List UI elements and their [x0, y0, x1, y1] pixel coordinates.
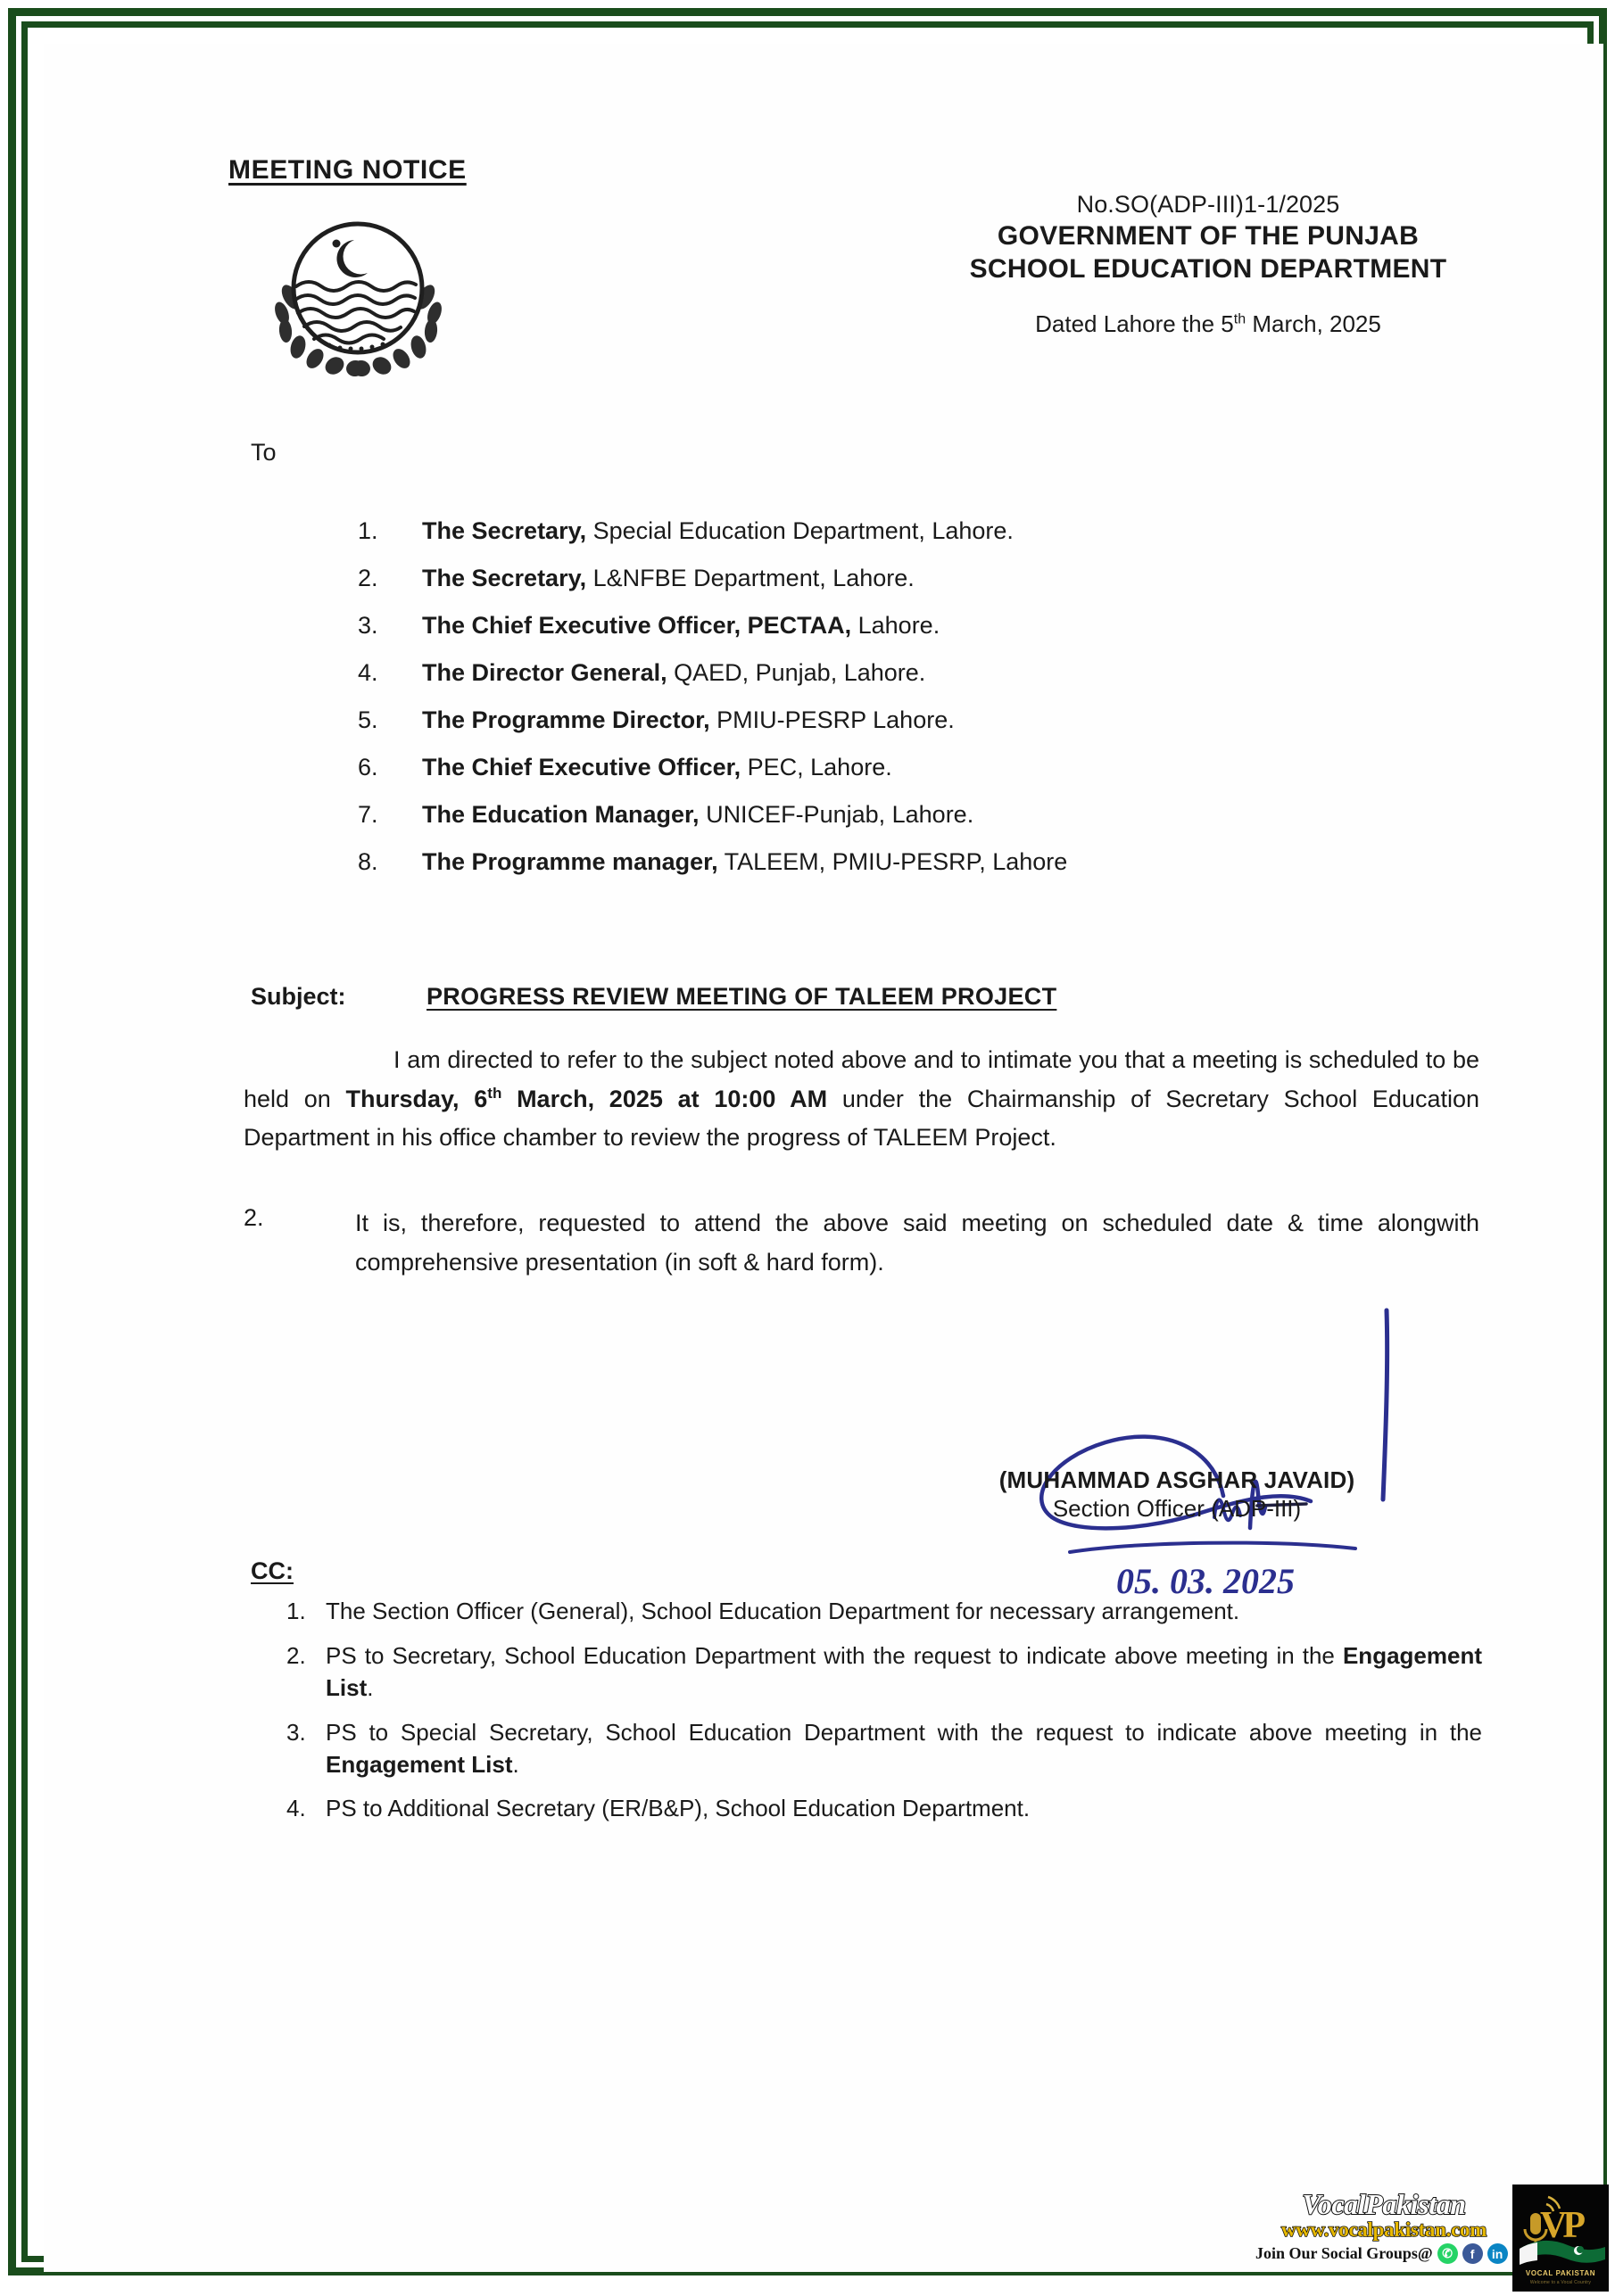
signature-block	[945, 1466, 1409, 1523]
list-item	[358, 661, 1482, 685]
logo-tagline-text: Welcome to a Vocal Country	[1529, 2280, 1592, 2285]
cc-text	[326, 1793, 1482, 1825]
to-label: To	[251, 439, 277, 466]
dated-suffix: March, 2025	[1246, 310, 1381, 338]
recipient-number: 5.	[358, 706, 378, 733]
paragraph-2-text: It is, therefore, requested to attend the above said meeting on scheduled date & time alongwith comprehensive presentation (in soft & hard form).	[355, 1210, 1479, 1276]
recipient-number: 8.	[358, 848, 378, 875]
recipient-text	[422, 614, 940, 638]
list-item	[358, 566, 1482, 591]
vocal-pakistan-watermark[interactable]	[1255, 2185, 1611, 2296]
cc-number: 3.	[286, 1718, 306, 1746]
cc-text-a: PS to Additional Secretary (ER/B&P), School Education Department.	[326, 1795, 1031, 1822]
list-item	[358, 519, 1482, 543]
recipient-title: The Chief Executive Officer, PECTAA,	[422, 612, 852, 639]
dated-ordinal: th	[1233, 311, 1246, 327]
meeting-datetime-ordinal: th	[487, 1084, 502, 1102]
recipient-title: The Chief Executive Officer,	[422, 754, 741, 780]
recipient-number: 2.	[358, 565, 378, 591]
dated-line	[900, 310, 1516, 338]
signatory-name: (MUHAMMAD ASGHAR JAVAID)	[998, 1466, 1355, 1493]
list-item	[286, 1717, 1482, 1781]
recipient-number: 7.	[358, 801, 378, 828]
recipient-title: The Education Manager,	[422, 801, 700, 828]
subject-row	[251, 983, 1056, 1011]
punjab-government-emblem-icon	[258, 210, 459, 384]
cc-text	[326, 1640, 1482, 1705]
logo-monogram: VP	[1540, 2205, 1581, 2246]
cc-text-b: .	[367, 1673, 374, 1701]
cc-text-a: PS to Special Secretary, School Education Department with the request to indicate above meeting in the	[326, 1718, 1482, 1746]
meeting-datetime-bold-b: March, 2025 at 10:00 AM	[501, 1085, 828, 1112]
recipient-text	[422, 519, 1014, 543]
subject-label: Subject:	[251, 983, 346, 1010]
cc-text-a: PS to Secretary, School Education Department with the request to indicate above meeting in the	[326, 1641, 1343, 1669]
subject-value: PROGRESS REVIEW MEETING OF TALEEM PROJECT	[427, 983, 1057, 1010]
logo-name-text: VOCAL PAKISTAN	[1525, 2269, 1596, 2277]
recipient-number: 6.	[358, 754, 378, 780]
list-item	[358, 614, 1482, 638]
cc-text	[326, 1717, 1482, 1781]
cc-number: 4.	[286, 1795, 306, 1822]
list-item	[286, 1793, 1482, 1825]
cc-text-a: The Section Officer (General), School Education Department for necessary arrangement.	[326, 1598, 1240, 1624]
cc-number: 1.	[286, 1598, 306, 1624]
recipient-rest: UNICEF-Punjab, Lahore.	[699, 801, 974, 828]
cc-list	[286, 1596, 1482, 1838]
recipient-rest: L&NFBE Department, Lahore.	[586, 565, 915, 591]
cc-text-bold: Engagement List	[326, 1750, 513, 1778]
body-paragraph-1	[244, 1041, 1479, 1158]
document-header-block	[900, 191, 1516, 338]
para1-part-b: under the Chairmanship of Secretary School Education Department in his office chamber to review the progress of TALEEM Project.	[244, 1085, 1479, 1152]
cc-label: CC:	[251, 1557, 294, 1584]
recipient-list	[358, 519, 1482, 897]
facebook-icon[interactable]: f	[1462, 2243, 1483, 2264]
cc-text	[326, 1596, 1482, 1628]
recipient-title: The Programme manager,	[422, 848, 718, 875]
recipient-text	[422, 661, 925, 685]
list-item	[358, 850, 1482, 874]
body-paragraph-2	[244, 1204, 1479, 1282]
watermark-text-column	[1255, 2185, 1512, 2264]
recipient-rest: TALEEM, PMIU-PESRP, Lahore	[717, 848, 1068, 875]
watermark-join-text: Join Our Social Groups@	[1255, 2244, 1433, 2263]
recipient-text	[422, 566, 915, 591]
recipient-title: The Secretary,	[422, 517, 587, 544]
recipient-text	[422, 756, 892, 780]
recipient-rest: Special Education Department, Lahore.	[586, 517, 1014, 544]
recipient-rest: Lahore.	[851, 612, 940, 639]
scanned-document-sheet	[44, 44, 1603, 2285]
recipient-number: 1.	[358, 517, 378, 544]
handwritten-date-text: 05. 03. 2025	[1116, 1561, 1295, 1601]
recipient-rest: PEC, Lahore.	[741, 754, 892, 780]
recipient-title: The Secretary,	[422, 565, 587, 591]
cc-text-b: .	[512, 1750, 519, 1778]
list-item	[358, 756, 1482, 780]
dated-prefix: Dated Lahore the 5	[1035, 310, 1234, 338]
recipient-rest: QAED, Punjab, Lahore.	[667, 659, 926, 686]
vocal-pakistan-logo-icon[interactable]	[1512, 2185, 1609, 2292]
paragraph-number: 2.	[244, 1204, 264, 1232]
watermark-brand-name: VocalPakistan	[1302, 2188, 1466, 2220]
cc-number: 2.	[286, 1641, 306, 1669]
list-item	[286, 1596, 1482, 1628]
recipient-number: 3.	[358, 612, 378, 639]
signatory-designation: Section Officer (ADP-III)	[1052, 1494, 1302, 1522]
file-reference-number: No.SO(ADP-III)1-1/2025	[1076, 191, 1340, 218]
recipient-rest: PMIU-PESRP Lahore.	[709, 706, 955, 733]
document-body	[244, 1041, 1479, 1283]
recipient-text	[422, 803, 973, 827]
watermark-website-url[interactable]: www.vocalpakistan.com	[1280, 2218, 1487, 2241]
list-item	[358, 708, 1482, 732]
government-title: GOVERNMENT OF THE PUNJAB	[997, 221, 1420, 251]
list-item	[358, 803, 1482, 827]
page-green-border-frame	[8, 8, 1607, 2285]
recipient-text	[422, 708, 955, 732]
cc-text-bold: Engagement List	[326, 1641, 1482, 1701]
para1-part-a: I am directed to refer to the subject noted above and to intimate you that a meeting is scheduled to be held on	[244, 1046, 1479, 1112]
recipient-number: 4.	[358, 659, 378, 686]
list-item	[286, 1640, 1482, 1705]
recipient-title: The Programme Director,	[422, 706, 710, 733]
department-title: SCHOOL EDUCATION DEPARTMENT	[969, 253, 1447, 284]
linkedin-icon[interactable]: in	[1487, 2243, 1508, 2264]
recipient-text	[422, 850, 1067, 874]
watermark-social-row	[1255, 2243, 1512, 2264]
meeting-notice-heading: MEETING NOTICE	[228, 155, 467, 185]
meeting-datetime-bold-a: Thursday, 6	[345, 1085, 488, 1112]
recipient-title: The Director General,	[422, 659, 667, 686]
whatsapp-icon[interactable]: ✆	[1437, 2243, 1458, 2264]
